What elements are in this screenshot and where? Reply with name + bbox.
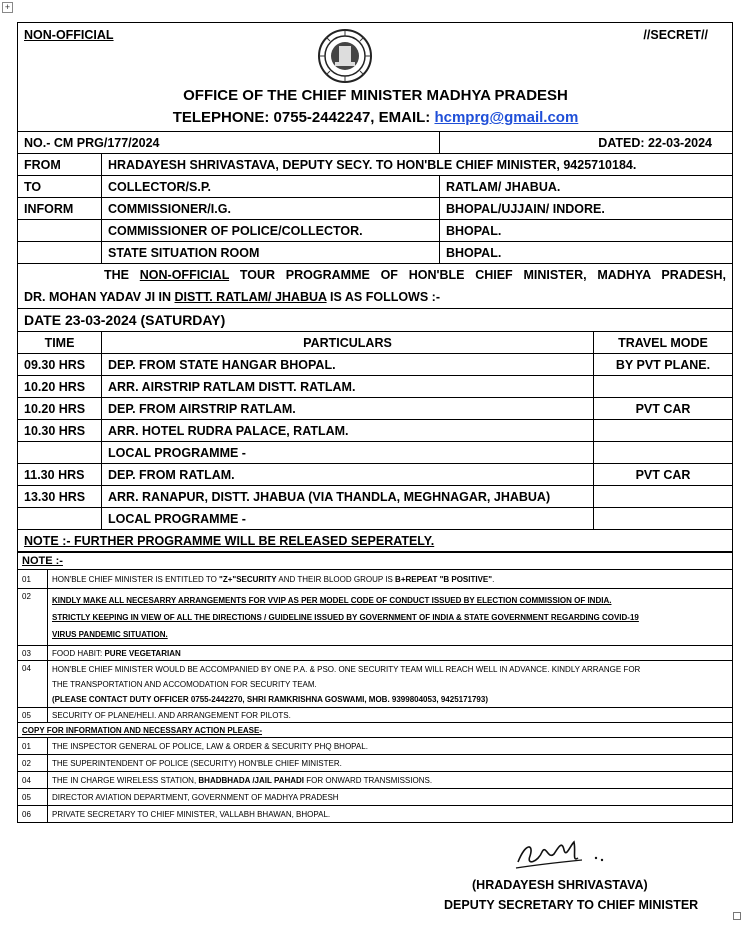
particulars-cell: DEP. FROM STATE HANGAR BHOPAL. — [102, 354, 594, 376]
copy-number: 04 — [18, 772, 48, 789]
email-link[interactable]: hcmprg@gmail.com — [434, 109, 579, 126]
table-row — [18, 442, 733, 464]
time-cell: 10.30 HRS — [18, 420, 102, 442]
from-label: FROM — [18, 154, 102, 176]
mode-cell: PVT CAR — [594, 464, 733, 486]
particulars-cell: LOCAL PROGRAMME - — [102, 508, 594, 530]
mode-cell: BY PVT PLANE. — [594, 354, 733, 376]
copy-item — [18, 755, 733, 772]
note-text: HON'BLE CHIEF MINISTER WOULD BE ACCOMPANIED BY ONE P.A. & PSO. ONE SECURITY TEAM WILL REACH WELL IN ADVANCE. KINDLY ARRANGE FOR THE TRANSPORTATION AND ACCOMODATION FOR SECURITY TEAM. (PLEASE CONTACT DUTY OFFICER 0755-2442270, SHRI RAMKRISHNA GOSWAMI, MOB. 9399804053, 9425171793) — [48, 661, 733, 708]
non-official-underlined: NON-OFFICIAL — [139, 268, 230, 282]
copy-text: PRIVATE SECRETARY TO CHIEF MINISTER, VALLABH BHAWAN, BHOPAL. — [48, 806, 733, 823]
copy-item — [18, 772, 733, 789]
to-label: TO — [18, 176, 102, 198]
signatory-name: (HRADAYESH SHRIVASTAVA) — [472, 878, 648, 892]
classification-right: //SECRET// — [643, 28, 708, 42]
mode-header: TRAVEL MODE — [594, 332, 733, 354]
copy-text: DIRECTOR AVIATION DEPARTMENT, GOVERNMENT OF MADHYA PRADESH — [48, 789, 733, 806]
copy-item — [18, 738, 733, 755]
classification-left: NON-OFFICIAL — [24, 28, 114, 42]
mode-cell — [594, 420, 733, 442]
recipient-row — [18, 242, 733, 264]
contact-line — [18, 109, 733, 126]
mode-cell — [594, 376, 733, 398]
particulars-cell: ARR. RANAPUR, DISTT. JHABUA (VIA THANDLA, MEGHNAGAR, JHABUA) — [102, 486, 594, 508]
particulars-header: PARTICULARS — [102, 332, 594, 354]
signatory-designation: DEPUTY SECRETARY TO CHIEF MINISTER — [444, 898, 699, 912]
time-cell — [18, 442, 102, 464]
contact-prefix: TELEPHONE: 0755-2442247, EMAIL: — [172, 109, 435, 126]
copy-number: 06 — [18, 806, 48, 823]
copy-item — [18, 806, 733, 823]
note-item — [18, 661, 733, 708]
copy-text: THE SUPERINTENDENT OF POLICE (SECURITY) HON'BLE CHIEF MINISTER. — [48, 755, 733, 772]
note-number: 05 — [18, 708, 48, 723]
table-move-handle-icon[interactable]: + — [2, 2, 13, 13]
time-cell: 10.20 HRS — [18, 376, 102, 398]
inform-label: INFORM — [18, 198, 102, 220]
copy-number: 02 — [18, 755, 48, 772]
from-row — [18, 154, 733, 176]
copy-item — [18, 789, 733, 806]
intro-line-1: THE NON-OFFICIAL TOUR PROGRAMME OF HON'BLE CHIEF MINISTER, MADHYA PRADESH, — [104, 268, 726, 282]
intro-row — [18, 264, 733, 309]
recipient-place: BHOPAL/UJJAIN/ INDORE. — [440, 198, 733, 220]
letter-table — [17, 22, 733, 552]
note-number: 04 — [18, 661, 48, 708]
recipient-place: BHOPAL. — [440, 220, 733, 242]
table-row — [18, 354, 733, 376]
time-cell: 09.30 HRS — [18, 354, 102, 376]
note-text: HON'BLE CHIEF MINISTER IS ENTITLED TO "Z+"SECURITY AND THEIR BLOOD GROUP IS B+REPEAT "B POSITIVE". — [48, 570, 733, 589]
schedule-header-row — [18, 332, 733, 354]
date-heading-row — [18, 309, 733, 332]
note-item — [18, 570, 733, 589]
further-note: NOTE :- FURTHER PROGRAMME WILL BE RELEASED SEPERATELY. — [18, 530, 733, 552]
copy-text: THE IN CHARGE WIRELESS STATION, BHADBHADA /JAIL PAHADI FOR ONWARD TRANSMISSIONS. — [48, 772, 733, 789]
recipient-name: COMMISSIONER/I.G. — [102, 198, 440, 220]
time-header: TIME — [18, 332, 102, 354]
note-heading: NOTE :- — [18, 553, 733, 570]
recipient-place: RATLAM/ JHABUA. — [440, 176, 733, 198]
recipient-place: BHOPAL. — [440, 242, 733, 264]
copy-text: THE INSPECTOR GENERAL OF POLICE, LAW & ORDER & SECURITY PHQ BHOPAL. — [48, 738, 733, 755]
table-row — [18, 464, 733, 486]
note-text: KINDLY MAKE ALL NECESARRY ARRANGEMENTS FOR VVIP AS PER MODEL CODE OF CONDUCT ISSUED BY ELECTION COMMISSION OF INDIA. STRICTLY KEEPING IN VIEW OF ALL THE DIRECTIONS / GUIDELINE ISSUED BY GOVERNMENT OF INDIA & STATE GOVERNMENT REGARDING COVID-19 VIRUS PANDEMIC SITUATION. — [48, 589, 733, 646]
table-row — [18, 420, 733, 442]
table-row — [18, 486, 733, 508]
notes-table — [17, 552, 733, 823]
ref-number: NO.- CM PRG/177/2024 — [18, 132, 440, 154]
recipient-name: COMMISSIONER OF POLICE/COLLECTOR. — [102, 220, 440, 242]
reference-row — [18, 132, 733, 154]
mode-cell — [594, 442, 733, 464]
recipient-name: STATE SITUATION ROOM — [102, 242, 440, 264]
table-row — [18, 398, 733, 420]
time-cell: 13.30 HRS — [18, 486, 102, 508]
recipient-name: COLLECTOR/S.P. — [102, 176, 440, 198]
handwritten-signature — [512, 832, 612, 876]
district-underlined: DISTT. RATLAM/ JHABUA — [174, 290, 327, 304]
letterhead-row — [18, 23, 733, 132]
copy-heading: COPY FOR INFORMATION AND NECESSARY ACTION PLEASE- — [18, 723, 733, 738]
recipient-row — [18, 198, 733, 220]
mode-cell — [594, 486, 733, 508]
recipient-row — [18, 220, 733, 242]
intro-line-2: DR. MOHAN YADAV JI IN DISTT. RATLAM/ JHABUA IS AS FOLLOWS :- — [24, 290, 440, 304]
note-number: 02 — [18, 589, 48, 646]
note-item — [18, 708, 733, 723]
mode-cell — [594, 508, 733, 530]
particulars-cell: ARR. HOTEL RUDRA PALACE, RATLAM. — [102, 420, 594, 442]
copy-number: 05 — [18, 789, 48, 806]
time-cell — [18, 508, 102, 530]
time-cell: 11.30 HRS — [18, 464, 102, 486]
further-note-row — [18, 530, 733, 552]
note-item — [18, 646, 733, 661]
particulars-cell: ARR. AIRSTRIP RATLAM DISTT. RATLAM. — [102, 376, 594, 398]
state-emblem-seal — [317, 28, 373, 84]
date-heading: DATE 23-03-2024 (SATURDAY) — [18, 309, 733, 332]
office-title: OFFICE OF THE CHIEF MINISTER MADHYA PRADESH — [183, 87, 568, 104]
document — [17, 22, 732, 823]
particulars-cell: DEP. FROM RATLAM. — [102, 464, 594, 486]
note-text: FOOD HABIT: PURE VEGETARIAN — [48, 646, 733, 661]
note-text: SECURITY OF PLANE/HELI. AND ARRANGEMENT FOR PILOTS. — [48, 708, 733, 723]
table-row — [18, 376, 733, 398]
mode-cell: PVT CAR — [594, 398, 733, 420]
note-item — [18, 589, 733, 646]
table-resize-handle-icon[interactable] — [733, 912, 741, 920]
table-row — [18, 508, 733, 530]
from-value: HRADAYESH SHRIVASTAVA, DEPUTY SECY. TO HON'BLE CHIEF MINISTER, 9425710184. — [102, 154, 733, 176]
particulars-cell: LOCAL PROGRAMME - — [102, 442, 594, 464]
ref-date: DATED: 22-03-2024 — [440, 132, 733, 154]
recipient-row — [18, 176, 733, 198]
note-number: 03 — [18, 646, 48, 661]
particulars-cell: DEP. FROM AIRSTRIP RATLAM. — [102, 398, 594, 420]
time-cell: 10.20 HRS — [18, 398, 102, 420]
copy-number: 01 — [18, 738, 48, 755]
note-number: 01 — [18, 570, 48, 589]
